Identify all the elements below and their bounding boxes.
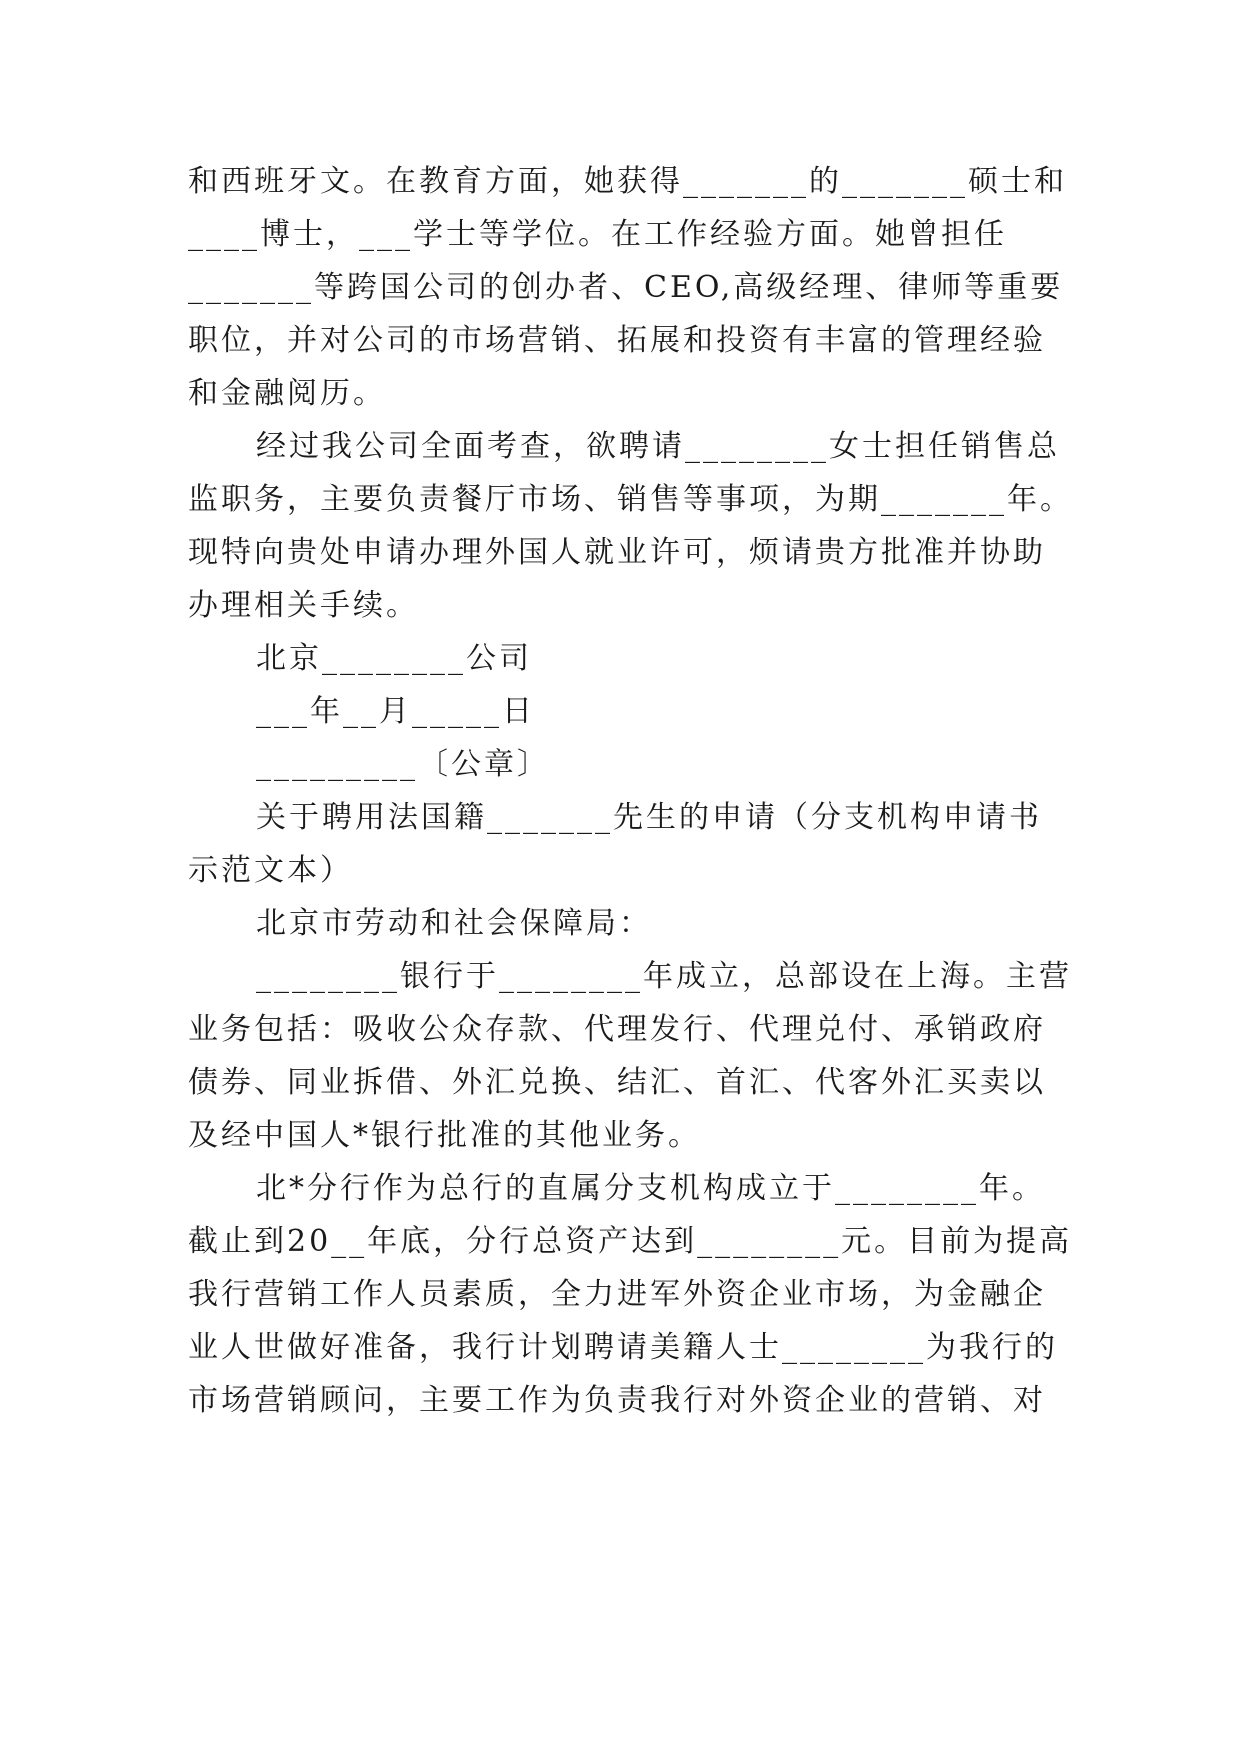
text-line: _______等跨国公司的创办者、CEO,高级经理、律师等重要 xyxy=(188,270,1064,305)
text-line: 业人世做好准备，我行计划聘请美籍人士________为我行的 xyxy=(188,1330,1058,1365)
text-line: 职位，并对公司的市场营销、拓展和投资有丰富的管理经验 xyxy=(188,323,1046,358)
date-line: ___年__月_____日 xyxy=(256,694,535,729)
text-line: ________银行于________年成立，总部设在上海。主营 xyxy=(256,959,1072,994)
text-line: 债券、同业拆借、外汇兑换、结汇、首汇、代客外汇买卖以 xyxy=(188,1065,1046,1100)
text-line: 我行营销工作人员素质，全力进军外资企业市场，为金融企 xyxy=(188,1277,1046,1312)
text-line: 监职务，主要负责餐厅市场、销售等事项，为期_______年。 xyxy=(188,482,1073,517)
text-line: 北*分行作为总行的直属分支机构成立于________年。 xyxy=(256,1171,1045,1206)
text-line: 和西班牙文。在教育方面，她获得_______的_______硕士和 xyxy=(188,164,1067,199)
seal-line: _________〔公章〕 xyxy=(256,747,550,782)
text-line: 和金融阅历。 xyxy=(188,376,386,411)
salutation: 北京市劳动和社会保障局： xyxy=(256,906,652,941)
text-line: 业务包括：吸收公众存款、代理发行、代理兑付、承销政府 xyxy=(188,1012,1046,1047)
text-line: 及经中国人*银行批准的其他业务。 xyxy=(188,1118,701,1153)
text-line: 现特向贵处申请办理外国人就业许可，烦请贵方批准并协助 xyxy=(188,535,1046,570)
text-line: 经过我公司全面考查，欲聘请________女士担任销售总 xyxy=(256,429,1060,464)
text-line: 截止到20__年底，分行总资产达到________元。目前为提高 xyxy=(188,1224,1073,1259)
text-line: ____博士，___学士等学位。在工作经验方面。她曾担任 xyxy=(188,217,1007,252)
section-title-continued: 示范文本） xyxy=(188,853,353,888)
text-line: 市场营销顾问，主要工作为负责我行对外资企业的营销、对 xyxy=(188,1383,1046,1418)
text-line: 办理相关手续。 xyxy=(188,588,419,623)
company-name-line: 北京________公司 xyxy=(256,641,532,676)
section-title: 关于聘用法国籍_______先生的申请（分支机构申请书 xyxy=(256,800,1042,835)
